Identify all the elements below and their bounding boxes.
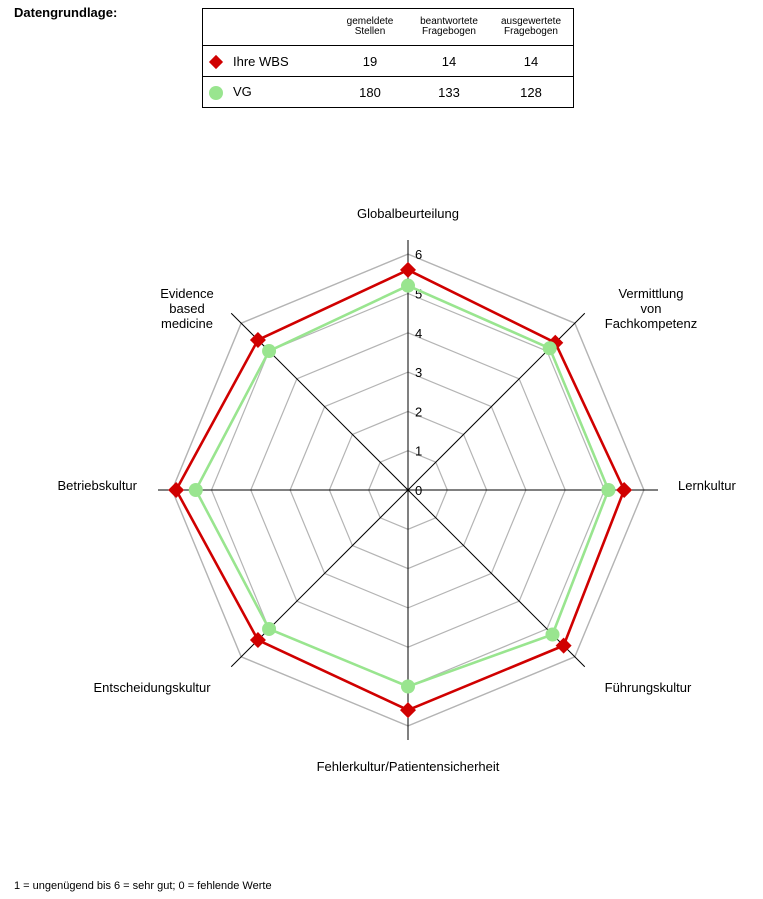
column-header-line: Fragebogen <box>504 26 558 37</box>
axis-label <box>678 478 736 493</box>
axis-label-line: Fachkompetenz <box>604 316 698 331</box>
data-point-diamond <box>400 702 416 718</box>
tick-label: 3 <box>415 365 423 381</box>
tick-label: 2 <box>415 404 423 420</box>
row-label: VG <box>233 84 252 100</box>
column-header-line: Fragebogen <box>422 26 476 37</box>
data-point-circle <box>601 483 615 497</box>
axis-label-line: Entscheidungskultur <box>93 680 211 695</box>
axis-label-line: Betriebskultur <box>57 478 137 493</box>
column-header-line: beantwortete <box>420 16 478 27</box>
axis-label <box>605 286 698 331</box>
data-point-circle <box>262 344 276 358</box>
axis-spoke <box>408 490 585 667</box>
axis-label-line: Führungskultur <box>604 680 692 695</box>
tick-label: 0 <box>415 483 423 498</box>
data-point-diamond <box>616 482 632 498</box>
axis-label <box>605 680 692 695</box>
axis-label <box>317 759 500 774</box>
data-point-circle <box>546 628 560 642</box>
table-cell: 14 <box>409 46 489 77</box>
data-point-circle <box>543 341 557 355</box>
data-point-circle <box>401 279 415 293</box>
heading-datengrundlage: Datengrundlage: <box>14 5 118 20</box>
axis-label <box>160 286 213 331</box>
axis-label-line: medicine <box>160 316 214 331</box>
axis-label-line: based <box>169 301 205 316</box>
axis-label <box>93 680 211 695</box>
tick-label: 4 <box>415 325 423 341</box>
table-cell: 19 <box>331 46 409 77</box>
axis-label <box>58 478 138 493</box>
column-header-line: gemeldete <box>346 16 394 27</box>
table-cell: 128 <box>489 77 574 108</box>
table-cell: 180 <box>331 77 409 108</box>
table-cell: 133 <box>409 77 489 108</box>
axis-label <box>357 206 459 221</box>
axis-label-line: von <box>640 301 662 316</box>
column-header-line: ausgewertete <box>500 16 562 27</box>
tick-label: 5 <box>415 286 423 302</box>
data-point-diamond <box>168 482 184 498</box>
data-point-circle <box>262 622 276 636</box>
axis-label-line: Globalbeurteilung <box>357 206 459 221</box>
tick-label: 1 <box>415 443 423 459</box>
tick-label: 6 <box>415 247 423 263</box>
axis-label-line: Lernkultur <box>678 478 736 493</box>
axis-label-line: Fehlerkultur/Patientensicherheit <box>316 759 500 774</box>
data-point-circle <box>189 483 203 497</box>
axis-label-line: Vermittlung <box>618 286 684 301</box>
data-point-circle <box>401 680 415 694</box>
data-point-diamond <box>400 262 416 278</box>
row-label: Ihre WBS <box>233 53 289 69</box>
table-cell: 14 <box>489 46 574 77</box>
column-header-line: Stellen <box>354 26 386 37</box>
footnote: 1 = ungenügend bis 6 = sehr gut; 0 = fehlende Werte <box>14 880 272 892</box>
axis-label-line: Evidence <box>160 286 214 301</box>
